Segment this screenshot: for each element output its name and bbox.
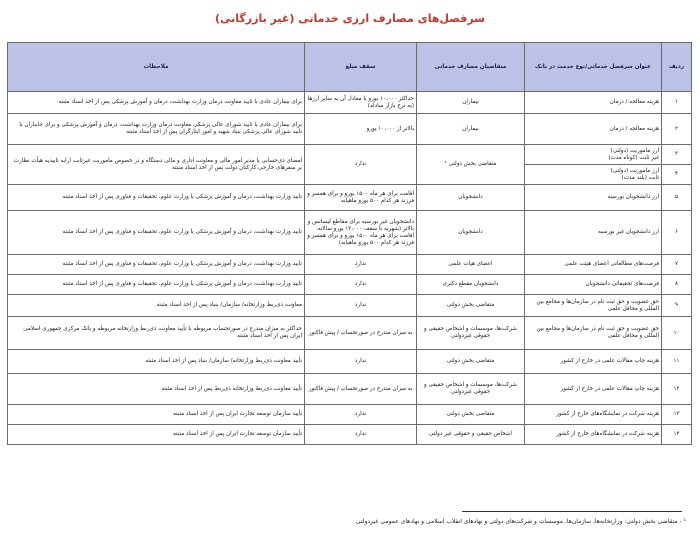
cell-onvan: ارز دانشجویان بورسیه [525,185,662,211]
table-row [8,405,692,425]
cell-motaghazi: متقاضی بخش دولتی ¹ [417,145,525,185]
table-row [8,185,692,211]
table-row [8,114,692,145]
cell-onvan: هزینه چاپ مقالات علمی در خارج از کشور [525,374,662,405]
cell-onvan: ارز ماموریت (دولتی) غیر ثابت (کوتاه مدت) [525,145,662,165]
cell-motaghazi: دانشجویان مقطع دکتری [417,275,525,295]
cell-saqf: حداکثر ۱۰،۰۰۰ یورو یا معادل آن به سایر ارزها (به نرخ بازار مبادله) [305,92,417,114]
cell-onvan: هزینه معالجه / درمان [525,114,662,145]
footnote-divider [462,511,682,512]
cell-onvan: فرصت‌های تحقیقاتی دانشجویان [525,275,662,295]
cell-molahezat: معاونت ذی‌ربط وزارتخانه/ سازمان/ بنیاد پس از اخذ اسناد مثبته [8,295,305,317]
cell-onvan: ارز دانشجویان غیر بورسیه [525,211,662,255]
cell-motaghazi: شرکت‌ها، موسسات و اشخاص حقیقی و حقوقی غیردولتی [417,374,525,405]
cell-num: ۸ [662,275,692,295]
cell-num: ۱ [662,92,692,114]
table-row [8,145,692,165]
cell-onvan: هزینه معالجه / درمان [525,92,662,114]
cell-saqf: دانشجویان غیر بورسیه برای مقاطع لیسانس و بالاتر (شهریه تا سقف ۱۳،۰۰۰ یورو سالانه. اقامت برای هر ماه ۱۵۰۰ یورو و برای همسر و فرزند هر کدام ۵۰۰ یورو ماهیانه) [305,211,417,255]
cell-onvan: حق عضویت و حق ثبت نام در سازمان‌ها و مجامع بین المللی و محافل علمی [525,317,662,350]
cell-molahezat: امضای ذی‌حسابی یا مدیر امور مالی و معاونت اداری و مالی دستگاه و در خصوص ماموریت غیرثابت ارایه تاییدیه هیأت نظارت بر سفرهای خارجی کارکنان دولت پس از اخذ اسناد مثبته [8,145,305,185]
table-row [8,317,692,350]
cell-molahezat: تأیید معاونت ذی‌ربط وزارتخانه/ سازمان/ بنیاد پس از اخذ اسناد مثبته [8,350,305,374]
table-row [8,374,692,405]
cell-saqf: به میزان مندرج در صورتحساب / پیش فاکتور [305,317,417,350]
cell-molahezat: تایید وزارت بهداشت، درمان و آموزش پزشکی یا وزارت علوم، تحقیقات و فناوری پس از اخذ اسناد مثبته [8,275,305,295]
cell-saqf: ندارد [305,350,417,374]
cell-motaghazi: دانشجویان [417,211,525,255]
cell-onvan: هزینه شرکت در نمایشگاه‌های خارج از کشور [525,405,662,425]
header-radif: ردیف [662,43,692,92]
cell-saqf: ندارد [305,425,417,445]
cell-molahezat: تایید وزارت بهداشت، درمان و آموزش پزشکی یا وزارت علوم، تحقیقات و فناوری پس از اخذ اسناد مثبته [8,185,305,211]
table-row [8,211,692,255]
cell-saqf: ندارد [305,255,417,275]
cell-motaghazi: متقاضی بخش دولتی [417,350,525,374]
cell-num: ۱۳ [662,405,692,425]
cell-num: ۱۴ [662,425,692,445]
header-onvan: عنوان سرفصل خدماتی/نوع خدمت در بانک [525,43,662,92]
cell-num: ۶ [662,211,692,255]
cell-saqf: ندارد [305,295,417,317]
page-title: سرفصل‌های مصارف ارزی خدماتی (غیر بازرگانی) [214,12,485,25]
cell-num: ۷ [662,255,692,275]
cell-saqf: بالاتر از ۱۰،۰۰۰ یورو [305,114,417,145]
cell-onvan: حق عضویت و حق ثبت نام در سازمان‌ها و مجامع بین المللی و محافل علمی [525,295,662,317]
cell-molahezat: تأیید سازمان توسعه تجارت ایران پس از اخذ اسناد مثبته [8,405,305,425]
cell-num: ۱۰ [662,317,692,350]
header-molahezat: ملاحظات [8,43,305,92]
cell-num: ۳ [662,145,692,165]
expenses-table [7,42,692,445]
table-row [8,350,692,374]
cell-motaghazi: اعضای هیات علمی [417,255,525,275]
cell-num: ۱۲ [662,374,692,405]
cell-molahezat: برای بیماران عادی با تایید معاونت درمان وزارت بهداشت، درمان و آموزش پزشکی پس از اخذ اسناد مثبته [8,92,305,114]
table-row [8,255,692,275]
header-saqf: سقف مبلغ [305,43,417,92]
cell-motaghazi: بیماران [417,92,525,114]
expenses-table-wrapper [7,42,691,445]
cell-saqf: ندارد [305,145,417,185]
cell-molahezat: حداکثر به میزان مندرج در صورتحساب مربوطه با تأیید معاونت ذی‌ربط وزارتخانه مربوطه و بانک مرکزی جمهوری اسلامی ایران پس از اخذ اسناد مثبته [8,317,305,350]
cell-num: ۱۱ [662,350,692,374]
footnote: ¹ - متقاضی بخش دولتی: وزارتخانه‌ها، سازمان‌ها، موسسات و شرکت‌های دولتی و نهادهای انقلاب اسلامی و نهادهای عمومی غیردولتی [356,518,686,525]
cell-molahezat: تأیید معاونت ذی‌ربط وزارتخانه ذی‌ربط پس از اخذ اسناد مثبته [8,374,305,405]
cell-onvan: هزینه چاپ مقالات علمی در خارج از کشور [525,350,662,374]
cell-num: ۴ [662,165,692,185]
table-row [8,425,692,445]
cell-onvan: فرصت‌های مطالعاتی اعضای هیئت علمی [525,255,662,275]
cell-motaghazi: متقاضی بخش دولتی [417,405,525,425]
cell-saqf: اقامت برای هر ماه ۱۵۰۰ یورو و برای همسر و فرزند هر کدام ۵۰۰ یورو ماهیانه [305,185,417,211]
cell-num: ۹ [662,295,692,317]
table-header-row [8,43,692,92]
cell-motaghazi: دانشجویان [417,185,525,211]
header-motaghazi: متقاضیان مصارف خدماتی [417,43,525,92]
cell-saqf: ندارد [305,405,417,425]
cell-molahezat: برای بیماران عادی با تایید شورای عالی پزشکی معاونت درمان وزارت بهداشت، درمان و آموزش پزشکی و برای جانبازان با تایید شورای عالی پزشکی بنیاد شهید و امور ایثارگران پس از اخذ اسناد مثبته [8,114,305,145]
cell-motaghazi: شرکت‌ها، موسسات و اشخاص حقیقی و حقوقی غیردولتی [417,317,525,350]
cell-motaghazi: بیماران [417,114,525,145]
cell-molahezat: تأیید سازمان توسعه تجارت ایران پس از اخذ اسناد مثبته [8,425,305,445]
cell-motaghazi: اشخاص حقیقی و حقوقی غیر دولتی [417,425,525,445]
table-row [8,295,692,317]
cell-molahezat: تایید وزارت بهداشت، درمان و آموزش پزشکی یا وزارت علوم، تحقیقات و فناوری پس از اخذ اسناد مثبته [8,255,305,275]
cell-num: ۲ [662,114,692,145]
table-row [8,92,692,114]
cell-saqf: به میزان مندرج در صورتحساب / پیش فاکتور [305,374,417,405]
cell-onvan: هزینه شرکت در نمایشگاه‌های خارج از کشور [525,425,662,445]
cell-motaghazi: متقاضی بخش دولتی [417,295,525,317]
cell-saqf: ندارد [305,275,417,295]
table-row [8,275,692,295]
cell-num: ۵ [662,185,692,211]
cell-molahezat: تایید وزارت بهداشت، درمان و آموزش پزشکی یا وزارت علوم، تحقیقات و فناوری پس از اخذ اسناد مثبته [8,211,305,255]
cell-onvan: ارز ماموریت (دولتی) ثابت (بلند مدت) [525,165,662,185]
